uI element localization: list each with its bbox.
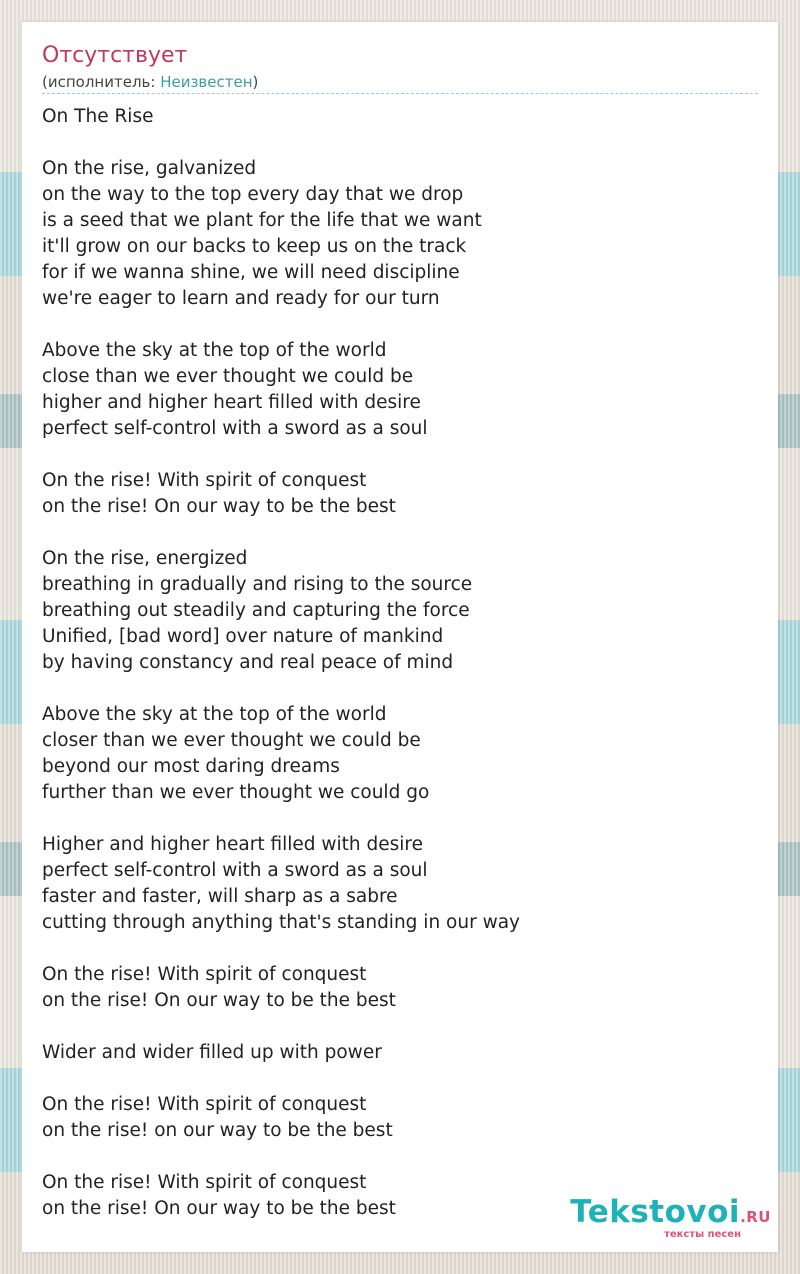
divider [42, 93, 758, 94]
logo-wordmark [570, 1196, 771, 1233]
logo-tld: .RU [740, 1208, 771, 1226]
song-title: Отсутствует [42, 43, 188, 68]
site-logo[interactable] [570, 1196, 771, 1240]
performer-suffix: ) [252, 73, 259, 91]
lyrics-card [22, 22, 778, 1252]
lyrics-text: On The Rise On the rise, galvanized on the way to the top every day that we drop is a seed that we plant for the life that we want it'll grow on our backs to keep us on the track for if we wanna shine, we will need discipline we're eager to learn and ready for our turn Above the sky at the top of the world close than we ever thought we could be higher and higher heart filled with desire perfect self-control with a sword as a soul On the rise! With spirit of conquest on the rise! On our way to be the best On the rise, energized breathing in gradually and rising to the source breathing out steadily and capturing the force Unified, [bad word] over nature of mankind by having constancy and real peace of mind Above the sky at the top of the world closer than we ever thought we could be beyond our most daring dreams further than we ever thought we could go Higher and higher heart filled with desire perfect self-control with a sword as a soul faster and faster, will sharp as a sabre cutting through anything that's standing in our way On the rise! With spirit of conquest on the rise! On our way to be the best Wider and wider filled up with power On the rise! With spirit of conquest on the rise! on our way to be the best On the rise! With spirit of conquest on the rise! On our way to be the best [42, 106, 520, 1219]
logo-name: Tekstovoi [570, 1194, 741, 1230]
performer-line [42, 72, 258, 92]
logo-tagline: тексты песен [664, 1229, 741, 1240]
performer-link[interactable]: Неизвестен [160, 73, 253, 91]
performer-prefix: (исполнитель: [42, 73, 161, 91]
